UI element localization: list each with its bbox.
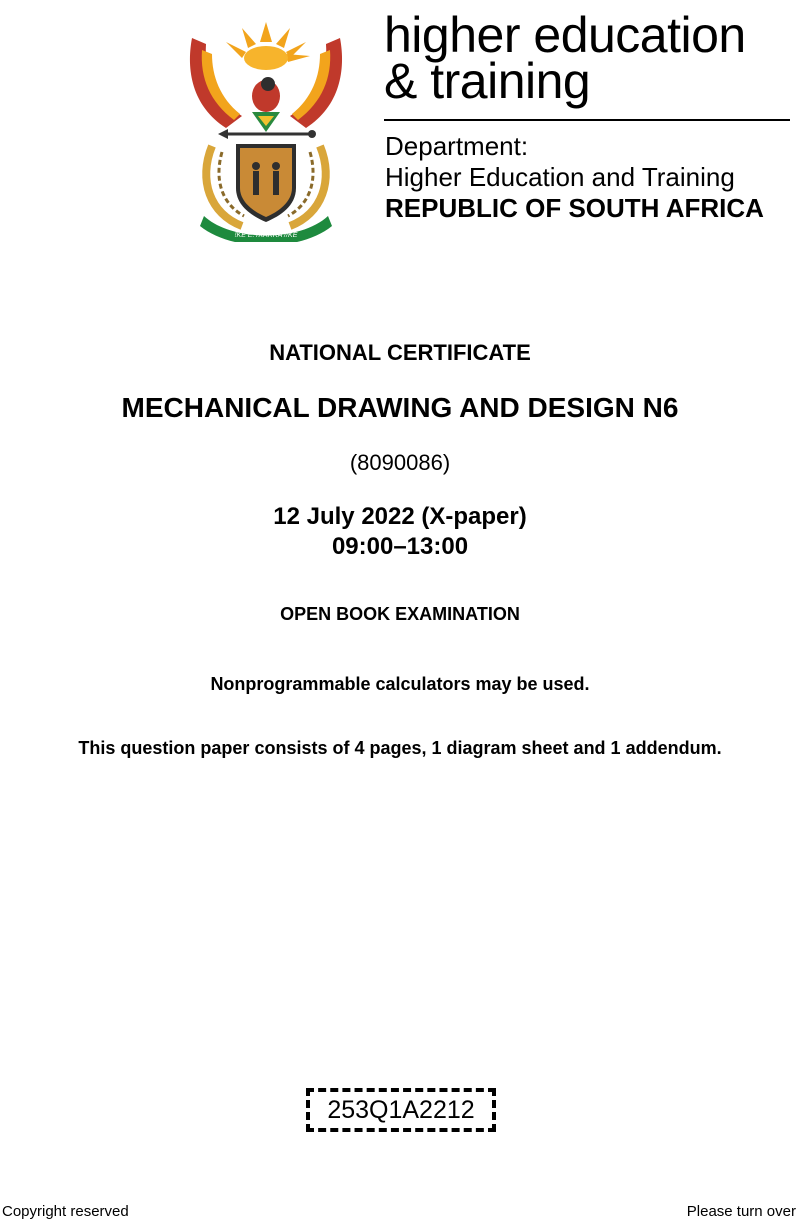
brand-divider [384,119,790,121]
department-label: Department: [385,131,529,161]
exam-date-time [0,502,800,562]
calculator-note: Nonprogrammable calculators may be used. [210,674,590,694]
pages-info: This question paper consists of 4 pages, 1 diagram sheet and 1 addendum. [78,738,722,758]
country-name: REPUBLIC OF SOUTH AFRICA [385,193,764,223]
brand-line-1: higher education [384,7,746,63]
subject-code: (8090086) [349,450,451,475]
department-block [385,131,764,224]
exam-time: 09:00–13:00 [331,533,469,560]
subject-title: MECHANICAL DRAWING AND DESIGN N6 [121,392,679,423]
brand-line-2: & training [384,53,591,109]
department-brand-title [384,7,746,109]
coat-of-arms-logo [182,20,350,242]
department-name: Higher Education and Training [385,162,735,192]
paper-code-box: 253Q1A2212 [306,1088,496,1132]
exam-date: 12 July 2022 (X-paper) [273,503,527,530]
crest-motto-text: !KE E: /XARRA //KE [234,232,298,239]
footer-turn-over: Please turn over [686,1203,796,1220]
exam-type: OPEN BOOK EXAMINATION [280,604,520,624]
certificate-title: NATIONAL CERTIFICATE [269,340,531,365]
footer-copyright: Copyright reserved [2,1203,129,1220]
